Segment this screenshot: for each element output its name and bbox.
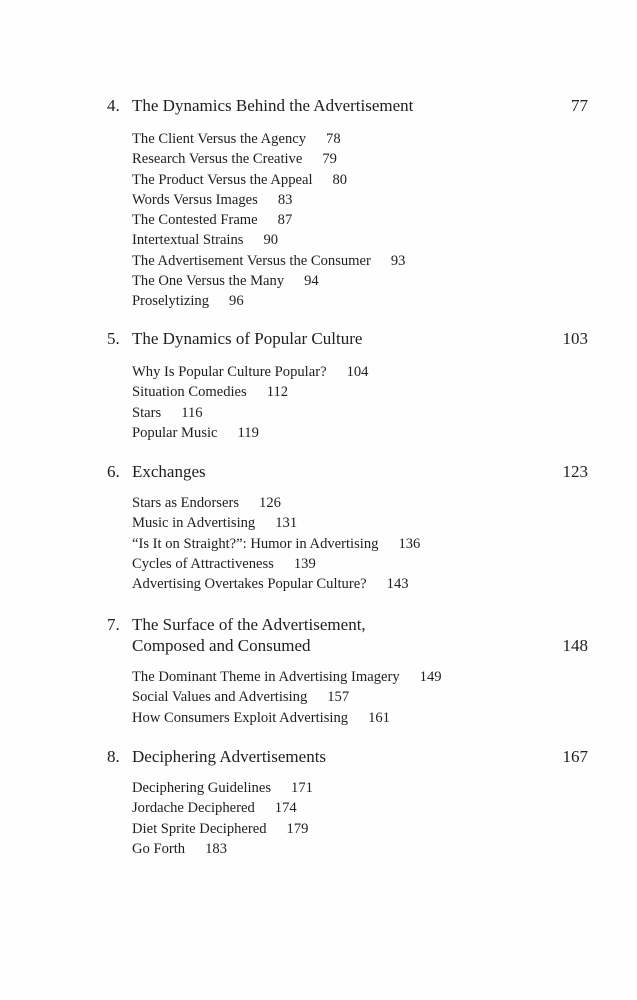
section-page-number: 83 [277,191,293,208]
section-page-number: 161 [368,709,390,726]
section-list [132,778,313,859]
section-page-number: 94 [304,273,319,290]
section-page-number: 149 [419,669,442,685]
section-entry [132,778,313,798]
section-entry [132,190,405,210]
section-title: Deciphering Guidelines [132,780,272,796]
chapter-number: 7. [107,615,120,634]
section-entry [132,534,420,554]
section-page-number: 139 [293,555,316,572]
section-entry [132,687,442,707]
section-entry [132,708,442,728]
section-entry [132,423,368,443]
section-entry [132,382,368,402]
section-title: Go Forth [132,840,186,857]
section-title: Research Versus the Creative [132,151,303,168]
section-page-number: 131 [275,515,298,532]
section-entry [132,798,313,818]
section-page-number: 171 [291,780,313,796]
section-title: The Dominant Theme in Advertising Imagery [132,669,400,685]
section-title: The Product Versus the Appeal [132,171,313,188]
chapter-page-number: 103 [562,329,588,348]
section-entry [132,129,405,149]
section-entry [132,362,368,382]
section-page-number: 136 [398,535,421,552]
section-title: The Advertisement Versus the Consumer [132,252,371,269]
chapter-number: 6. [107,462,120,481]
chapter-title: The Dynamics of Popular Culture [132,329,363,348]
section-title: Why Is Popular Culture Popular? [132,364,327,380]
section-list [132,493,420,594]
section-page-number: 96 [229,293,244,310]
section-entry [132,291,405,311]
section-entry [132,210,405,230]
section-title: Words Versus Images [132,191,258,208]
section-page-number: 90 [263,232,279,249]
section-title: Music in Advertising [132,515,256,532]
section-title: Cycles of Attractiveness [132,555,274,572]
section-entry [132,251,405,271]
section-page-number: 183 [205,840,227,857]
section-list [132,667,442,728]
section-page-number: 79 [322,151,337,168]
section-entry [132,819,313,839]
section-list [132,129,405,312]
section-entry [132,271,405,291]
section-entry [132,149,405,169]
chapter-page-number: 123 [562,462,588,481]
section-entry [132,403,368,423]
section-title: How Consumers Exploit Advertising [132,709,349,726]
section-title: Diet Sprite Deciphered [132,820,267,837]
section-title: Popular Music [132,424,218,441]
chapter-title: Deciphering Advertisements [132,747,327,766]
section-title: Social Values and Advertising [132,689,308,706]
section-page-number: 157 [327,689,350,706]
chapter-title: The Surface of the Advertisement, Composed and Consumed [132,615,366,655]
section-page-number: 119 [237,424,259,441]
section-entry [132,574,420,594]
section-page-number: 78 [326,131,341,147]
section-title: The Contested Frame [132,212,258,229]
section-page-number: 104 [346,364,369,380]
section-page-number: 143 [386,576,409,593]
section-entry [132,493,420,513]
section-entry [132,513,420,533]
section-page-number: 179 [286,820,309,837]
section-page-number: 174 [274,800,297,817]
section-title: Stars as Endorsers [132,495,240,511]
section-page-number: 116 [181,404,203,421]
chapter-number: 8. [107,747,120,766]
section-title: The One Versus the Many [132,273,285,290]
section-entry [132,667,442,687]
section-entry [132,170,405,190]
section-title: Stars [132,404,162,421]
section-page-number: 80 [332,171,348,188]
section-page-number: 87 [277,212,293,229]
section-page-number: 126 [259,495,281,511]
section-title: Intertextual Strains [132,232,244,249]
section-title: Situation Comedies [132,384,247,401]
chapter-number: 4. [107,96,120,115]
chapter-title: Exchanges [132,462,206,481]
section-title: Advertising Overtakes Popular Culture? [132,576,367,593]
section-list [132,362,368,443]
section-entry [132,839,313,859]
chapter-number: 5. [107,329,120,348]
section-title: Jordache Deciphered [132,800,255,817]
chapter-title: The Dynamics Behind the Advertisement [132,96,414,115]
section-title: Proselytizing [132,293,210,310]
section-title: The Client Versus the Agency [132,131,307,147]
section-page-number: 112 [266,384,289,401]
chapter-page-number: 148 [562,636,588,655]
section-page-number: 93 [390,252,406,269]
section-entry [132,230,405,250]
chapter-page-number: 167 [562,747,588,766]
section-title: “Is It on Straight?”: Humor in Advertising [132,535,379,552]
chapter-page-number: 77 [571,96,588,115]
section-entry [132,554,420,574]
